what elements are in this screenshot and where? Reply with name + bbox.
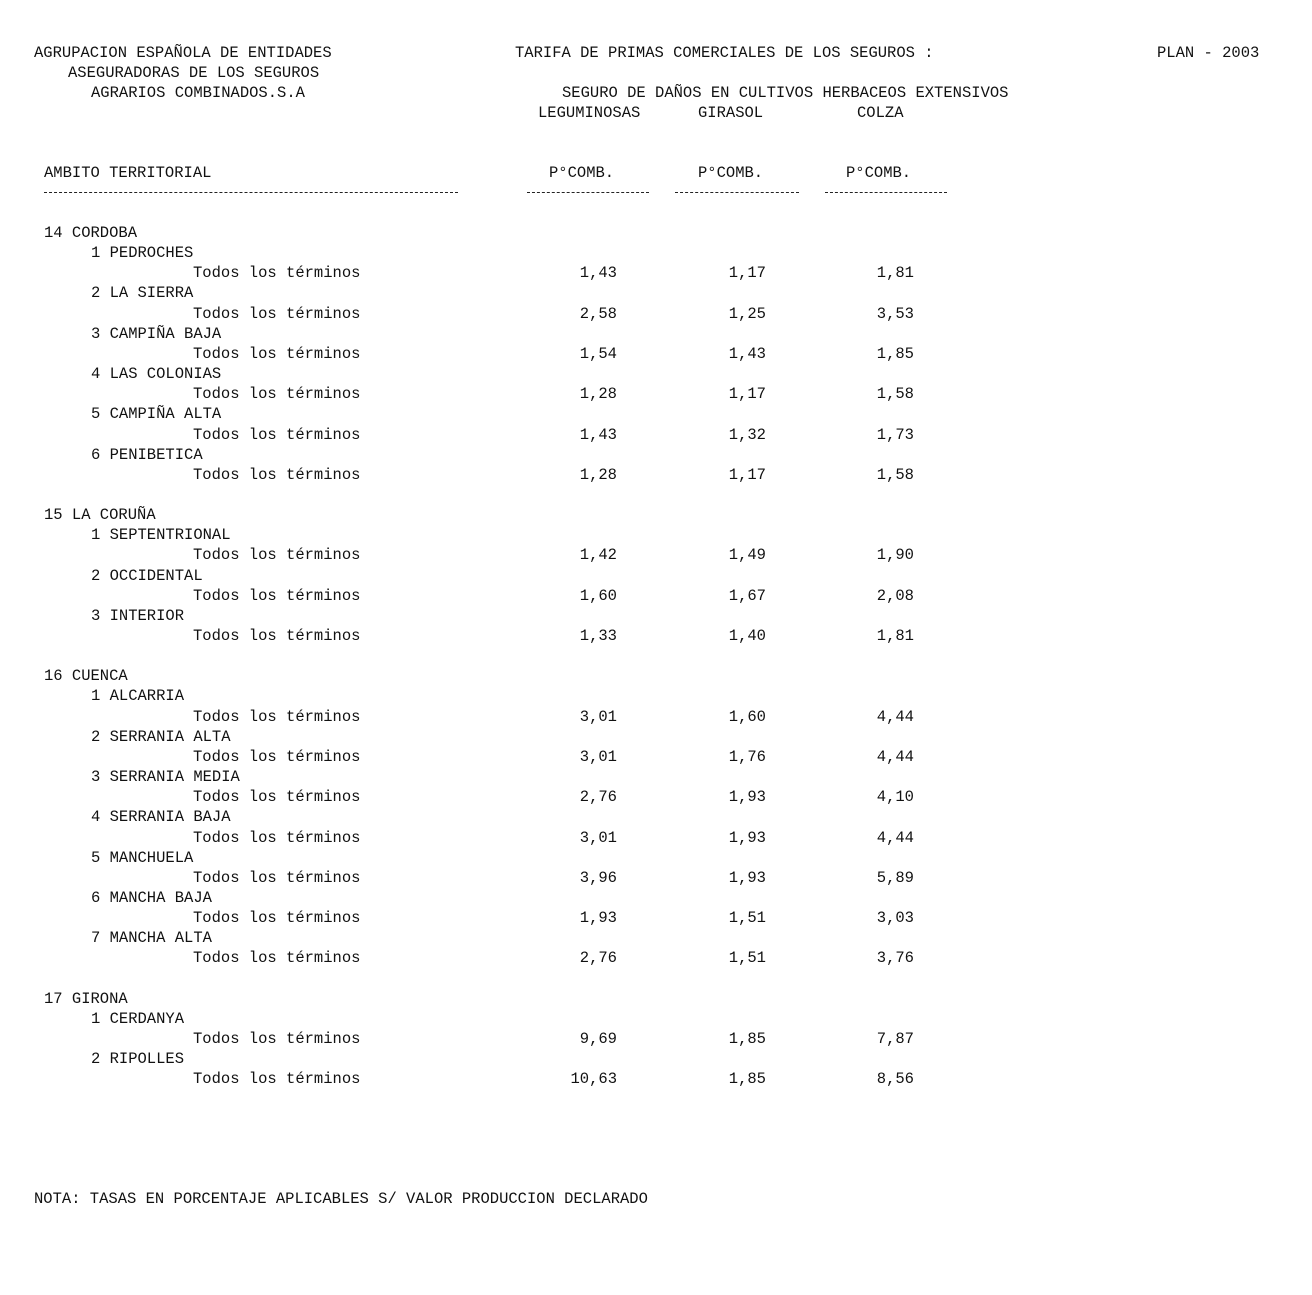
premium-value: 1,58	[876, 465, 914, 484]
comarca-name: 2 RIPOLLES	[91, 1050, 185, 1069]
premium-value: 4,44	[876, 828, 914, 847]
crop-header-girasol: GIRASOL	[698, 104, 764, 122]
org-name-line1: AGRUPACION ESPAÑOLA DE ENTIDADES	[34, 44, 332, 62]
comarca-name: 2 LA SIERRA	[91, 284, 194, 303]
comarca-name: 2 SERRANIA ALTA	[91, 727, 231, 746]
premium-value: 4,44	[876, 707, 914, 726]
premium-value: 1,60	[728, 707, 766, 726]
premium-value: 1,42	[579, 546, 617, 565]
premium-value: 3,53	[876, 304, 914, 323]
premium-value: 1,54	[579, 344, 617, 363]
header-divider	[675, 192, 799, 193]
premium-value: 1,32	[728, 425, 766, 444]
premium-value: 8,56	[876, 1070, 914, 1089]
premium-value: 5,89	[876, 868, 914, 887]
term-label: Todos los términos	[193, 546, 361, 565]
term-label: Todos los términos	[193, 465, 361, 484]
comarca-name: 1 PEDROCHES	[91, 244, 194, 263]
premium-value: 2,76	[579, 788, 617, 807]
term-label: Todos los términos	[193, 264, 361, 283]
premium-value: 1,25	[728, 304, 766, 323]
header-divider	[527, 192, 649, 193]
premium-value: 1,28	[579, 385, 617, 404]
comarca-name: 6 PENIBETICA	[91, 445, 203, 464]
premium-value: 1,93	[579, 909, 617, 928]
province-name: 17 GIRONA	[44, 989, 128, 1008]
term-label: Todos los términos	[193, 627, 361, 645]
ambito-territorial-header: AMBITO TERRITORIAL	[44, 164, 212, 182]
comarca-name: 3 INTERIOR	[91, 606, 185, 625]
term-label: Todos los términos	[193, 385, 361, 404]
premium-value: 1,49	[728, 546, 766, 565]
comarca-name: 2 OCCIDENTAL	[91, 566, 203, 585]
header-divider	[825, 192, 947, 193]
comarca-name: 3 CAMPIÑA BAJA	[91, 324, 222, 343]
premium-value: 1,28	[579, 465, 617, 484]
col-header-2: P°COMB.	[698, 164, 764, 182]
comarca-name: 5 MANCHUELA	[91, 848, 194, 867]
premium-value: 2,76	[579, 949, 617, 968]
premium-value: 1,60	[579, 586, 617, 605]
premium-value: 1,81	[876, 264, 914, 283]
comarca-name: 6 MANCHA BAJA	[91, 888, 212, 907]
premium-value: 7,87	[876, 1030, 914, 1048]
premium-value: 3,03	[876, 909, 914, 928]
premium-value: 1,40	[728, 627, 766, 645]
comarca-name: 5 CAMPIÑA ALTA	[91, 405, 222, 424]
term-label: Todos los términos	[193, 344, 361, 363]
premium-value: 10,63	[570, 1070, 617, 1089]
document-subtitle: SEGURO DE DAÑOS EN CULTIVOS HERBACEOS EXTENSIVOS	[562, 84, 1009, 102]
header-divider	[44, 192, 458, 193]
premium-value: 3,96	[579, 868, 617, 887]
org-name-line2: ASEGURADORAS DE LOS SEGUROS	[68, 64, 320, 82]
col-header-1: P°COMB.	[549, 164, 615, 182]
comarca-name: 4 LAS COLONIAS	[91, 365, 222, 384]
premium-value: 1,67	[728, 586, 766, 605]
term-label: Todos los términos	[193, 304, 361, 323]
province-name: 15 LA CORUÑA	[44, 506, 156, 525]
premium-value: 3,01	[579, 828, 617, 847]
premium-value: 1,51	[728, 909, 766, 928]
premium-value: 4,44	[876, 747, 914, 766]
term-label: Todos los términos	[193, 1030, 361, 1048]
comarca-name: 1 CERDANYA	[91, 1009, 185, 1028]
premium-value: 1,17	[728, 264, 766, 283]
comarca-name: 7 MANCHA ALTA	[91, 929, 212, 948]
term-label: Todos los términos	[193, 788, 361, 807]
premium-value: 1,81	[876, 627, 914, 645]
comarca-name: 1 ALCARRIA	[91, 687, 185, 706]
premium-value: 1,17	[728, 465, 766, 484]
premium-value: 1,73	[876, 425, 914, 444]
premium-value: 9,69	[579, 1030, 617, 1048]
premium-value: 3,01	[579, 747, 617, 766]
province-name: 14 CORDOBA	[44, 224, 138, 242]
province-name: 16 CUENCA	[44, 667, 128, 686]
term-label: Todos los términos	[193, 909, 361, 928]
premium-value: 3,01	[579, 707, 617, 726]
document-title: TARIFA DE PRIMAS COMERCIALES DE LOS SEGUROS :	[515, 44, 934, 62]
premium-value: 1,17	[728, 385, 766, 404]
premium-value: 1,76	[728, 747, 766, 766]
org-name-line3: AGRARIOS COMBINADOS.S.A	[91, 84, 305, 102]
term-label: Todos los términos	[193, 828, 361, 847]
term-label: Todos los términos	[193, 868, 361, 887]
premium-value: 1,85	[876, 344, 914, 363]
term-label: Todos los términos	[193, 425, 361, 444]
term-label: Todos los términos	[193, 707, 361, 726]
term-label: Todos los términos	[193, 1070, 361, 1089]
comarca-name: 1 SEPTENTRIONAL	[91, 526, 231, 545]
premium-value: 1,43	[579, 264, 617, 283]
col-header-3: P°COMB.	[846, 164, 912, 182]
premium-value: 3,76	[876, 949, 914, 968]
premium-value: 1,93	[728, 868, 766, 887]
plan-label: PLAN - 2003	[1157, 44, 1260, 62]
premium-value: 2,08	[876, 586, 914, 605]
premium-value: 1,85	[728, 1030, 766, 1048]
term-label: Todos los términos	[193, 747, 361, 766]
footer-note: NOTA: TASAS EN PORCENTAJE APLICABLES S/ VALOR PRODUCCION DECLARADO	[34, 1190, 648, 1208]
premium-value: 1,93	[728, 788, 766, 807]
premium-value: 1,58	[876, 385, 914, 404]
premium-value: 2,58	[579, 304, 617, 323]
crop-header-colza: COLZA	[857, 104, 904, 122]
comarca-name: 3 SERRANIA MEDIA	[91, 768, 240, 787]
term-label: Todos los términos	[193, 586, 361, 605]
premium-value: 1,51	[728, 949, 766, 968]
premium-value: 1,93	[728, 828, 766, 847]
premium-value: 1,90	[876, 546, 914, 565]
crop-header-leguminosas: LEGUMINOSAS	[538, 104, 641, 122]
term-label: Todos los términos	[193, 949, 361, 968]
premium-value: 1,33	[579, 627, 617, 645]
comarca-name: 4 SERRANIA BAJA	[91, 808, 231, 827]
premium-value: 4,10	[876, 788, 914, 807]
premium-value: 1,43	[728, 344, 766, 363]
premium-value: 1,43	[579, 425, 617, 444]
premium-value: 1,85	[728, 1070, 766, 1089]
